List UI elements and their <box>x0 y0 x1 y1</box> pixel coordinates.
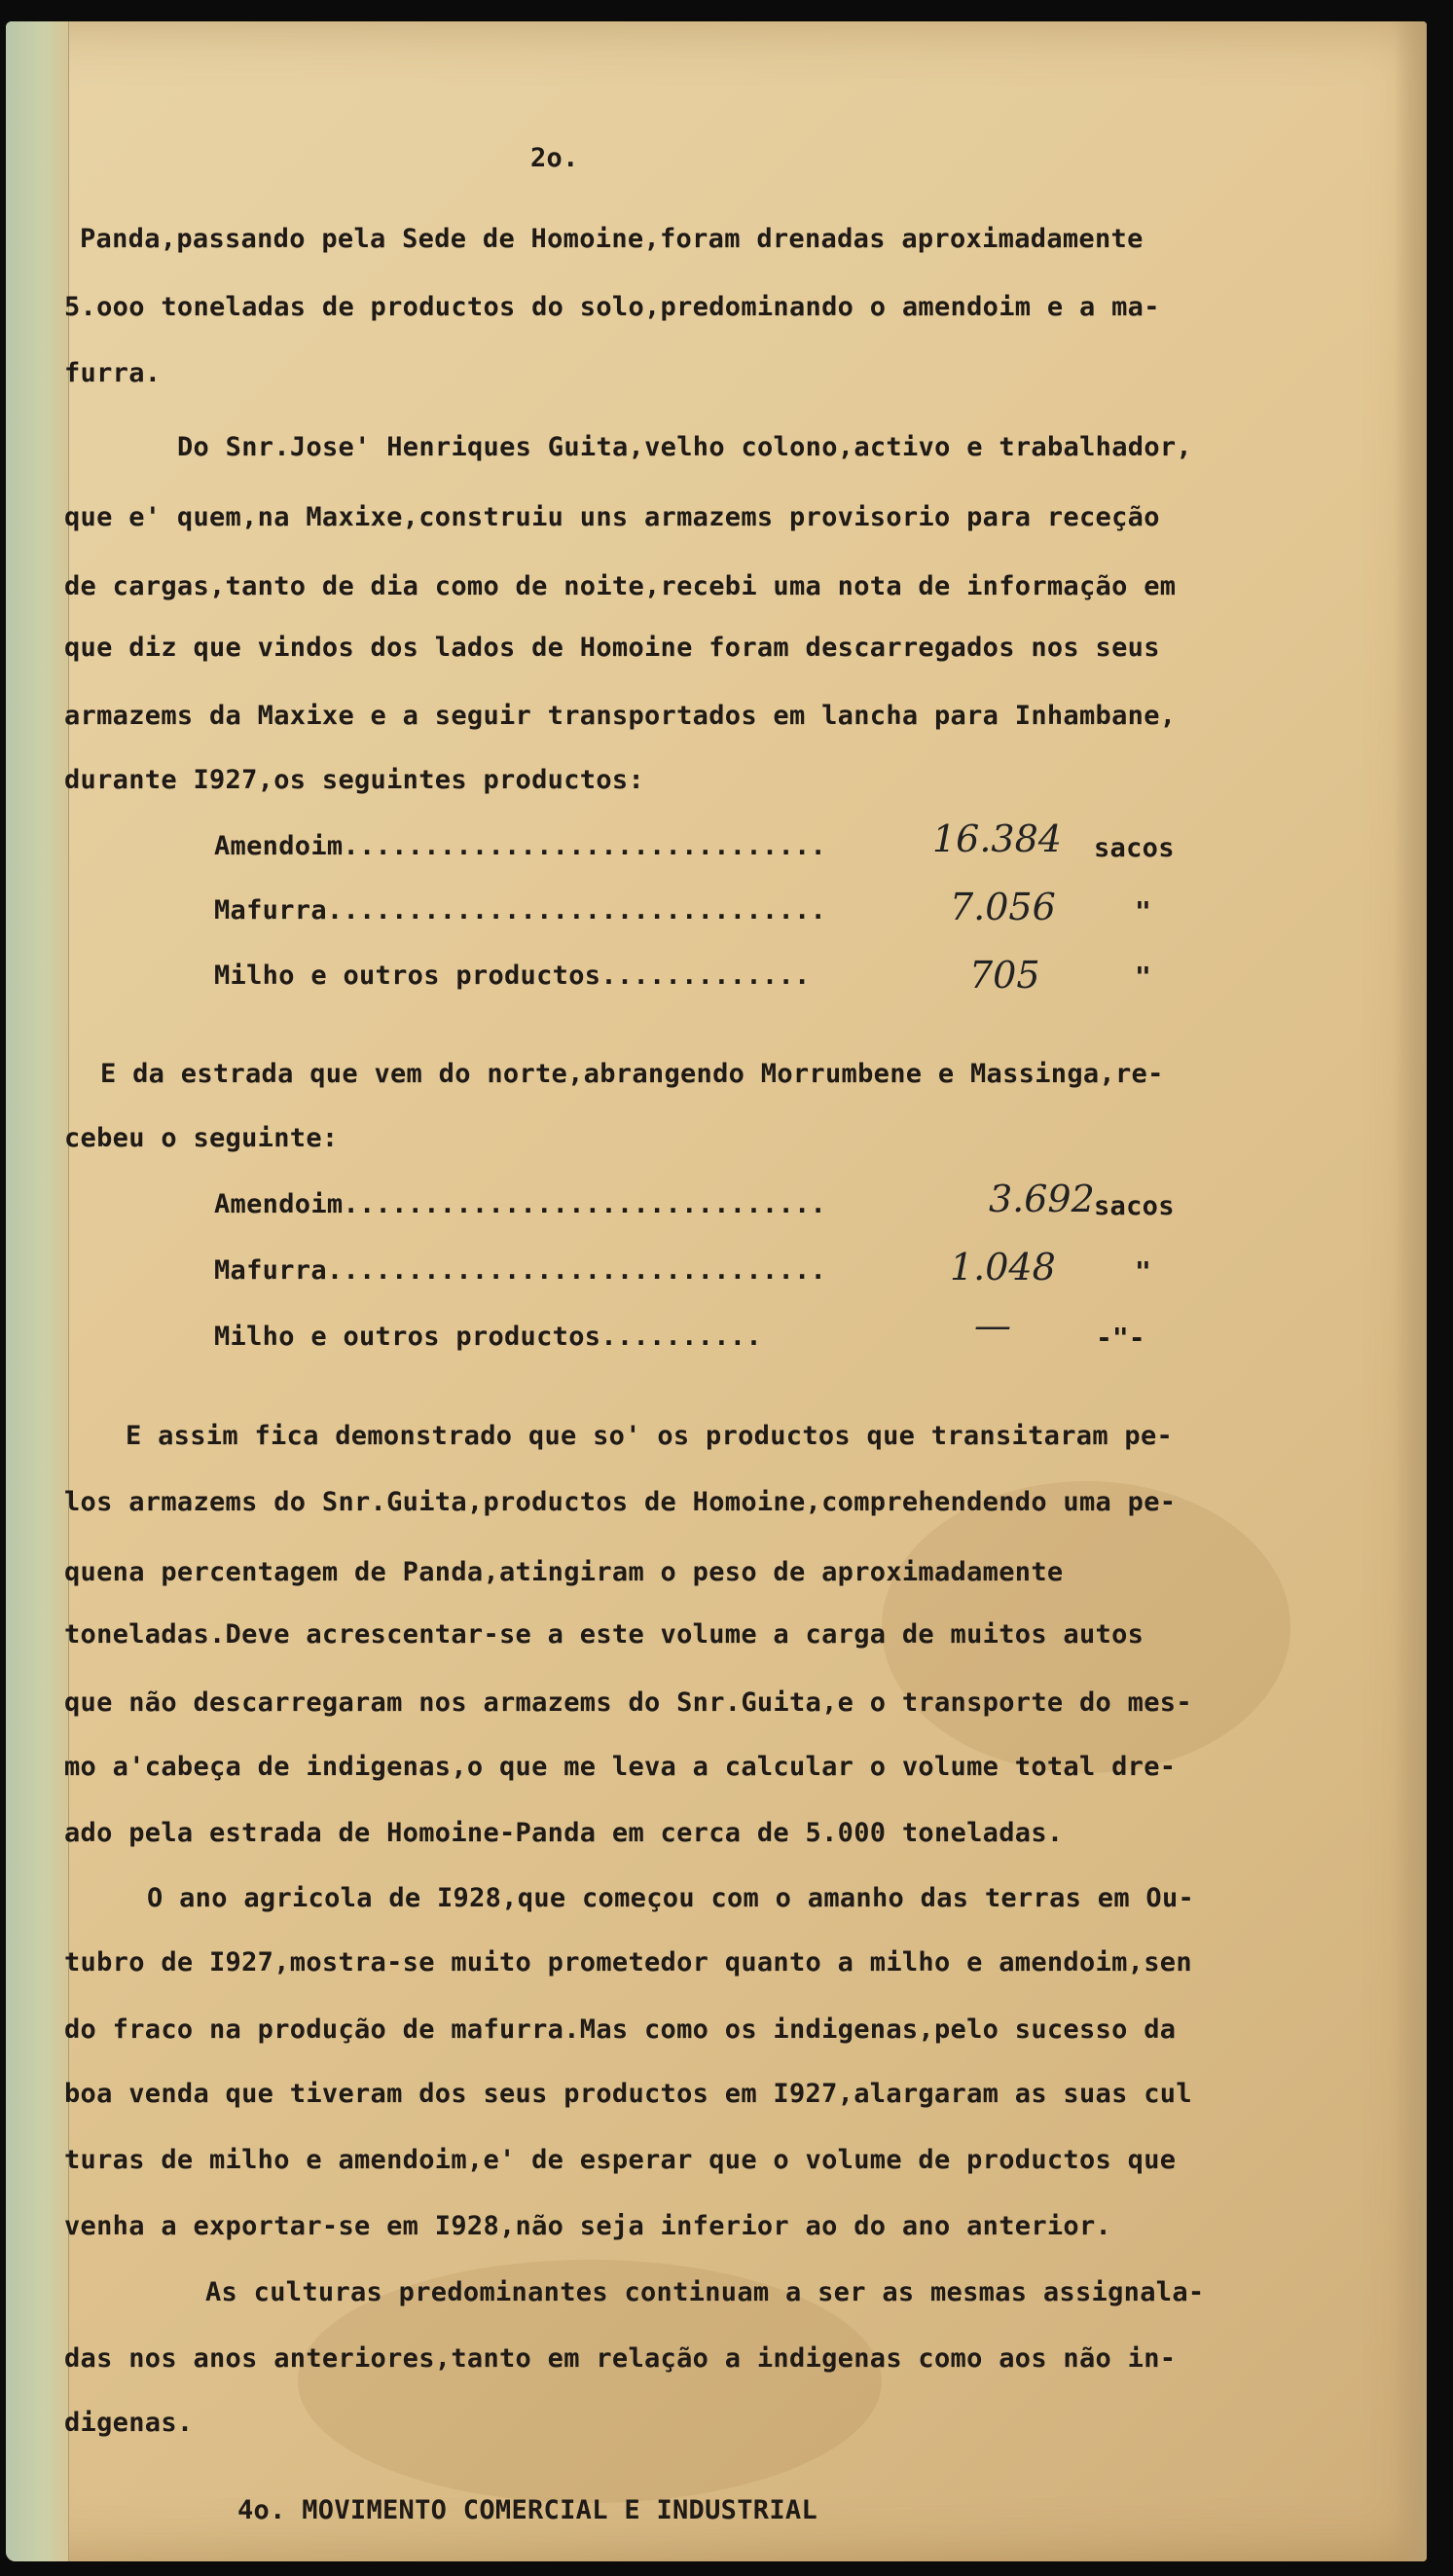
table2-unit: sacos <box>1094 1191 1175 1221</box>
page-edge-shadow <box>1394 21 1427 2561</box>
table2-value: 1.048 <box>950 1246 1056 1288</box>
table2-unit: " <box>1135 1255 1151 1288</box>
text-line: que e' quem,na Maxixe,construiu uns armazems provisorio para receção <box>64 502 1160 532</box>
text-line: E da estrada que vem do norte,abrangendo Morrumbene e Massinga,re- <box>100 1059 1164 1089</box>
table1-label: Milho e outros productos............. <box>214 961 811 991</box>
table1-label: Amendoim.............................. <box>214 831 827 861</box>
table1-value: 705 <box>969 954 1040 997</box>
table1-value: 16.384 <box>932 817 1062 860</box>
text-line: de cargas,tanto de dia como de noite,recebi uma nota de informação em <box>64 571 1177 601</box>
table2-label: Mafurra............................... <box>214 1255 827 1286</box>
text-line: durante I927,os seguintes productos: <box>64 765 644 795</box>
table1-value: 7.056 <box>950 886 1056 928</box>
text-line: 5.ooo toneladas de productos do solo,predominando o amendoim e a ma- <box>64 292 1160 322</box>
table1-unit: sacos <box>1094 833 1175 863</box>
text-line: O ano agricola de I928,que começou com o amanho das terras em Ou- <box>147 1883 1195 1913</box>
text-line: ado pela estrada de Homoine-Panda em cerca de 5.000 toneladas. <box>64 1818 1064 1848</box>
text-line: turas de milho e amendoim,e' de esperar que o volume de productos que <box>64 2145 1177 2175</box>
document-page <box>6 21 1427 2561</box>
text-line: cebeu o seguinte: <box>64 1123 339 1153</box>
table2-label: Milho e outros productos.......... <box>214 1322 762 1352</box>
text-line: toneladas.Deve acrescentar-se a este volume a carga de muitos autos <box>64 1619 1144 1650</box>
table2-value: — <box>974 1304 1011 1347</box>
text-line: quena percentagem de Panda,atingiram o peso de aproximadamente <box>64 1557 1064 1587</box>
text-line: digenas. <box>64 2408 194 2438</box>
text-line: venha a exportar-se em I928,não seja inferior ao do ano anterior. <box>64 2211 1112 2241</box>
text-line: que não descarregaram nos armazems do Snr.Guita,e o transporte do mes- <box>64 1687 1192 1718</box>
text-line: Do Snr.Jose' Henriques Guita,velho colono,activo e trabalhador, <box>177 432 1192 462</box>
text-line: tubro de I927,mostra-se muito prometedor quanto a milho e amendoim,sen <box>64 1947 1192 1977</box>
text-line: armazems da Maxixe e a seguir transportados em lancha para Inhambane, <box>64 701 1177 731</box>
table1-unit: " <box>1135 895 1151 927</box>
text-line: das nos anos anteriores,tanto em relação a indigenas como aos não in- <box>64 2343 1177 2374</box>
text-line: que diz que vindos dos lados de Homoine foram descarregados nos seus <box>64 633 1160 663</box>
text-line: As culturas predominantes continuam a ser as mesmas assignala- <box>205 2277 1205 2307</box>
text-line: mo a'cabeça de indigenas,o que me leva a calcular o volume total dre- <box>64 1752 1177 1782</box>
table2-unit: -"- <box>1096 1322 1145 1354</box>
table1-label: Mafurra............................... <box>214 895 827 925</box>
text-line: E assim fica demonstrado que so' os productos que transitaram pe- <box>126 1421 1174 1451</box>
table2-label: Amendoim.............................. <box>214 1189 827 1219</box>
text-line: furra. <box>64 358 162 388</box>
text-line: Panda,passando pela Sede de Homoine,foram drenadas aproximadamente <box>80 224 1144 254</box>
table1-unit: " <box>1135 961 1151 993</box>
text-line: do fraco na produção de mafurra.Mas como os indigenas,pelo sucesso da <box>64 2014 1177 2045</box>
section-heading: 4o. MOVIMENTO COMERCIAL E INDUSTRIAL <box>237 2495 817 2525</box>
text-line: los armazems do Snr.Guita,productos de Homoine,comprehendendo uma pe- <box>64 1487 1177 1517</box>
binding-spine <box>6 21 69 2561</box>
page-number: 2o. <box>530 143 579 173</box>
table2-value: 3.692 <box>989 1178 1095 1220</box>
text-line: boa venda que tiveram dos seus productos em I927,alargaram as suas cul <box>64 2079 1192 2109</box>
